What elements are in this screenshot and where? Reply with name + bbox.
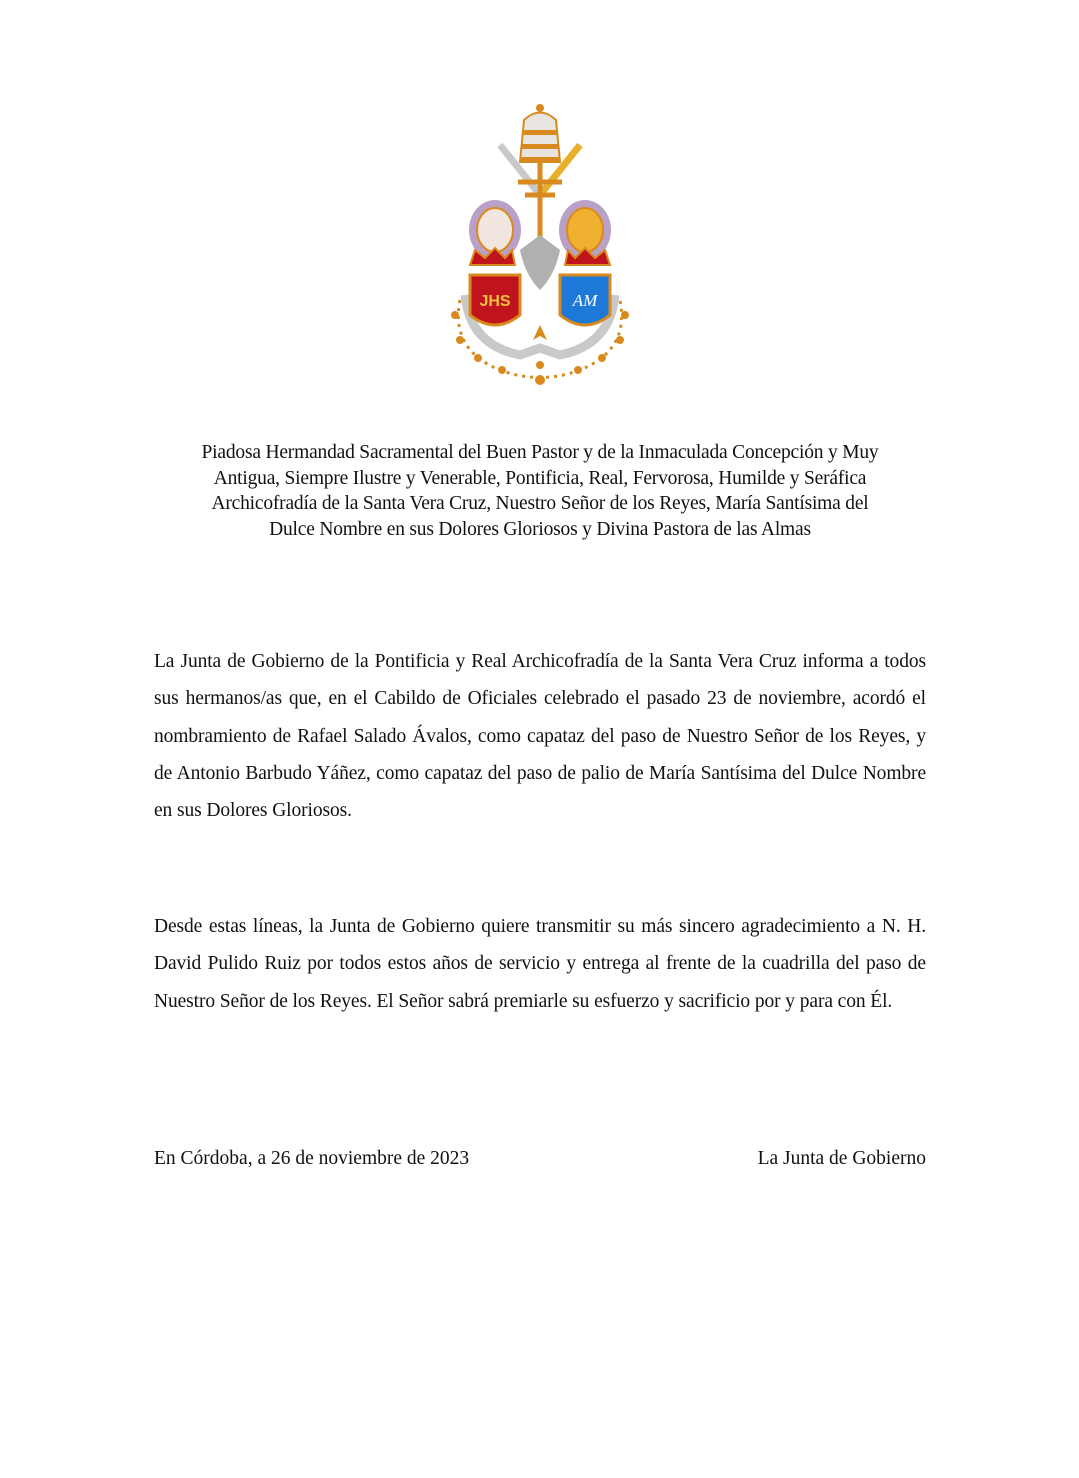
acknowledgement-paragraph: Desde estas líneas, la Junta de Gobierno quiere transmitir su más sincero agradecimiento a N. H. David Pulido Ruiz por todos estos años de servicio y entrega al frente de la cuadrilla del paso de Nuestro Señor de los Reyes. El Señor sabrá premiarle su esfuerzo y sacrificio por y para con Él. (154, 916, 926, 1012)
title-line: Archicofradía de la Santa Vera Cruz, Nuestro Señor de los Reyes, María Santísima del (211, 493, 869, 514)
eagle-icon (520, 235, 560, 290)
letter-footer (154, 1140, 926, 1177)
place-and-date: En Córdoba, a 26 de noviembre de 2023 (154, 1148, 470, 1169)
coat-of-arms-crest (440, 100, 640, 390)
title-line: Dulce Nombre en sus Dolores Gloriosos y Divina Pastora de las Almas (269, 518, 811, 540)
announcement-paragraph: La Junta de Gobierno de la Pontificia y Real Archicofradía de la Santa Vera Cruz informa a todos sus hermanos/as que, en el Cabildo de Oficiales celebrado el pasado 23 de noviembre, acordó el nombramiento de Rafael Salado Ávalos, como capataz del paso de Nuestro Señor de los Reyes, y de Antonio Barbudo Yáñez, como capataz del paso de palio de María Santísima del Dulce Nombre en sus Dolores Gloriosos. (154, 651, 926, 822)
jhs-monogram: JHS (479, 293, 511, 310)
papal-tiara-icon (520, 104, 560, 162)
marian-monogram: AM (572, 291, 598, 310)
title-line: Piadosa Hermandad Sacramental del Buen Pastor y de la Inmaculada Concepción y Muy (201, 442, 879, 463)
title-line: Antigua, Siempre Ilustre y Venerable, Pontificia, Real, Fervorosa, Humilde y Seráfica (213, 467, 867, 489)
marian-shield (560, 275, 610, 325)
crest-image (440, 100, 640, 390)
signature: La Junta de Gobierno (757, 1148, 926, 1169)
lily-icon (533, 325, 547, 340)
jhs-shield (470, 275, 520, 325)
brotherhood-title (150, 440, 930, 542)
